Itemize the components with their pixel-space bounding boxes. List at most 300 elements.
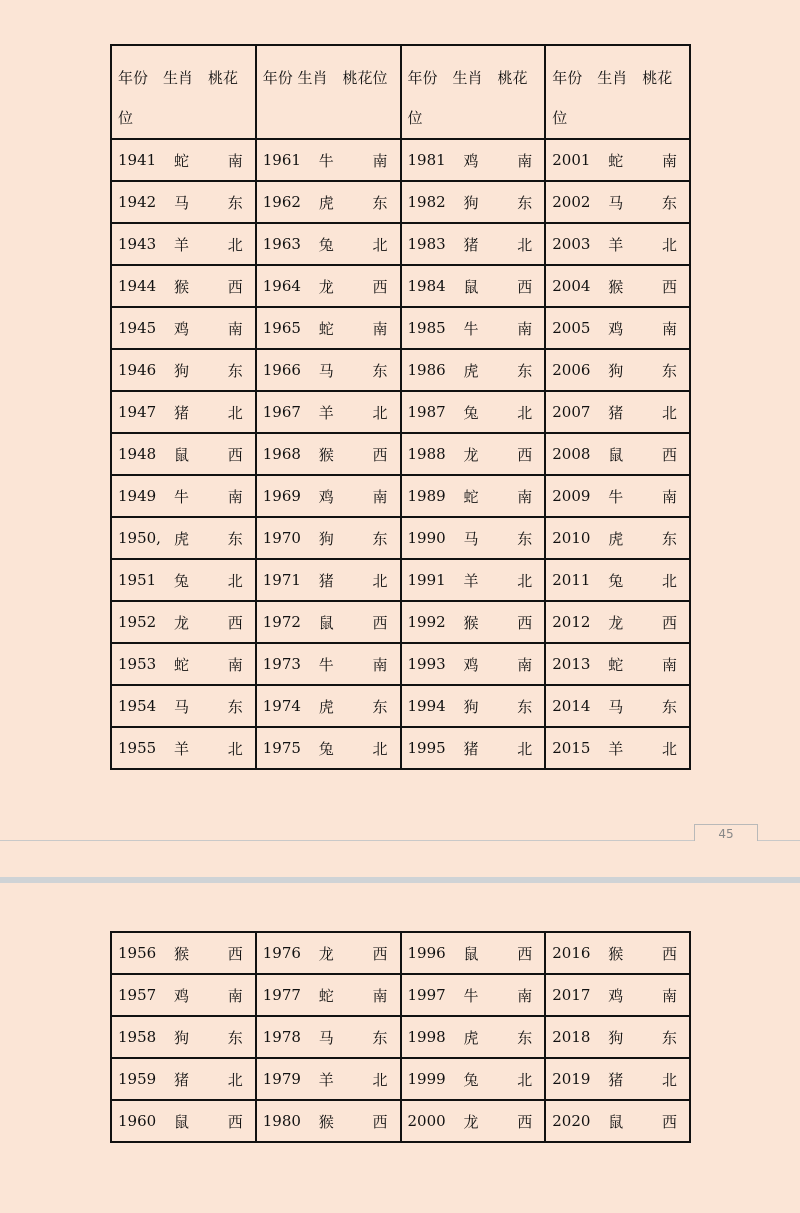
table-cell xyxy=(256,433,401,475)
table-cell xyxy=(256,685,401,727)
direction-text: 东 xyxy=(517,361,533,380)
direction-text: 南 xyxy=(227,487,243,506)
direction-text: 东 xyxy=(372,529,388,548)
direction-text: 西 xyxy=(372,944,388,963)
table-cell xyxy=(401,932,546,974)
table-row xyxy=(111,974,690,1016)
zodiac-text: 马 xyxy=(608,697,624,716)
table-row xyxy=(111,433,690,475)
zodiac-text: 鸡 xyxy=(608,319,624,338)
year-text: 2002 xyxy=(552,193,591,211)
year-text: 2001 xyxy=(552,151,591,169)
table-cell xyxy=(545,475,690,517)
table-row xyxy=(111,517,690,559)
table-cell xyxy=(256,139,401,181)
zodiac-text: 羊 xyxy=(608,235,624,254)
zodiac-text: 马 xyxy=(608,193,624,212)
year-text: 2019 xyxy=(552,1070,591,1088)
year-text: 1966 xyxy=(262,361,301,379)
table-cell xyxy=(111,643,256,685)
year-text: 1968 xyxy=(262,445,301,463)
table-cell xyxy=(545,974,690,1016)
zodiac-text: 蛇 xyxy=(463,487,479,506)
zodiac-text: 猪 xyxy=(463,739,479,758)
year-text: 2009 xyxy=(552,487,591,505)
year-text: 2005 xyxy=(552,319,591,337)
zodiac-text: 虎 xyxy=(463,361,479,380)
table-cell xyxy=(401,475,546,517)
table-header-row xyxy=(111,45,690,139)
direction-text: 南 xyxy=(227,986,243,1005)
table-cell xyxy=(545,1100,690,1142)
table-cell xyxy=(111,391,256,433)
zodiac-text: 鸡 xyxy=(608,986,624,1005)
year-text: 1972 xyxy=(262,613,301,631)
zodiac-text: 兔 xyxy=(174,571,190,590)
table-cell xyxy=(256,349,401,391)
year-text: 2014 xyxy=(552,697,591,715)
table-cell xyxy=(256,727,401,769)
direction-text: 南 xyxy=(661,487,677,506)
direction-text: 北 xyxy=(661,235,677,254)
zodiac-text: 鼠 xyxy=(608,1112,624,1131)
table-cell xyxy=(111,974,256,1016)
direction-text: 北 xyxy=(517,571,533,590)
zodiac-text: 鸡 xyxy=(463,655,479,674)
zodiac-text: 鼠 xyxy=(608,445,624,464)
direction-text: 西 xyxy=(227,1112,243,1131)
year-text: 1996 xyxy=(407,944,446,962)
table-cell xyxy=(545,1016,690,1058)
zodiac-text: 马 xyxy=(463,529,479,548)
zodiac-text: 猴 xyxy=(318,1112,334,1131)
table-cell xyxy=(545,601,690,643)
year-text: 1977 xyxy=(262,986,301,1004)
zodiac-text: 牛 xyxy=(318,655,334,674)
year-text: 1990 xyxy=(407,529,446,547)
direction-text: 西 xyxy=(227,445,243,464)
zodiac-text: 龙 xyxy=(463,445,479,464)
year-text: 1947 xyxy=(118,403,157,421)
zodiac-text: 羊 xyxy=(174,739,190,758)
zodiac-text: 马 xyxy=(318,361,334,380)
direction-text: 南 xyxy=(517,319,533,338)
table-cell xyxy=(111,1058,256,1100)
year-text: 2003 xyxy=(552,235,591,253)
direction-text: 南 xyxy=(227,319,243,338)
direction-text: 北 xyxy=(227,403,243,422)
table-row xyxy=(111,643,690,685)
direction-text: 东 xyxy=(227,193,243,212)
zodiac-text: 虎 xyxy=(608,529,624,548)
zodiac-text: 狗 xyxy=(608,1028,624,1047)
zodiac-text: 蛇 xyxy=(174,655,190,674)
direction-text: 西 xyxy=(661,445,677,464)
year-text: 1993 xyxy=(407,655,446,673)
direction-text: 西 xyxy=(661,613,677,632)
direction-text: 南 xyxy=(517,487,533,506)
year-text: 1991 xyxy=(407,571,446,589)
zodiac-text: 鸡 xyxy=(463,151,479,170)
year-text: 1952 xyxy=(118,613,157,631)
table-row xyxy=(111,391,690,433)
zodiac-text: 虎 xyxy=(318,697,334,716)
zodiac-text: 龙 xyxy=(174,613,190,632)
zodiac-text: 牛 xyxy=(463,986,479,1005)
year-text: 1961 xyxy=(262,151,301,169)
direction-text: 西 xyxy=(372,613,388,632)
zodiac-text: 牛 xyxy=(463,319,479,338)
direction-text: 西 xyxy=(227,613,243,632)
year-text: 1975 xyxy=(262,739,301,757)
header-text: 年份 生肖 桃花位 xyxy=(262,69,388,87)
direction-text: 西 xyxy=(227,277,243,296)
header-text: 年份 生肖 桃花位 xyxy=(552,69,673,127)
zodiac-text: 鸡 xyxy=(174,319,190,338)
direction-text: 北 xyxy=(227,739,243,758)
table-cell xyxy=(256,932,401,974)
zodiac-text: 兔 xyxy=(318,739,334,758)
year-text: 2004 xyxy=(552,277,591,295)
zodiac-text: 鼠 xyxy=(463,944,479,963)
year-text: 2018 xyxy=(552,1028,591,1046)
year-text: 1992 xyxy=(407,613,446,631)
peach-blossom-table-continued xyxy=(110,931,691,1143)
year-text: 1971 xyxy=(262,571,301,589)
zodiac-text: 猴 xyxy=(608,944,624,963)
direction-text: 东 xyxy=(372,361,388,380)
table-row xyxy=(111,601,690,643)
table-cell xyxy=(111,559,256,601)
direction-text: 西 xyxy=(372,1112,388,1131)
zodiac-text: 羊 xyxy=(608,739,624,758)
table-cell xyxy=(401,265,546,307)
zodiac-text: 猪 xyxy=(174,403,190,422)
year-text: 1982 xyxy=(407,193,446,211)
zodiac-text: 鼠 xyxy=(174,445,190,464)
year-text: 2017 xyxy=(552,986,591,1004)
table-cell xyxy=(111,932,256,974)
header-cell xyxy=(545,45,690,139)
table-row xyxy=(111,727,690,769)
table-row xyxy=(111,1100,690,1142)
table-cell xyxy=(401,1016,546,1058)
table-cell xyxy=(401,559,546,601)
table-cell xyxy=(111,307,256,349)
zodiac-text: 羊 xyxy=(318,403,334,422)
zodiac-text: 虎 xyxy=(463,1028,479,1047)
table-cell xyxy=(545,1058,690,1100)
direction-text: 北 xyxy=(372,403,388,422)
table-cell xyxy=(545,307,690,349)
direction-text: 东 xyxy=(517,697,533,716)
direction-text: 西 xyxy=(372,445,388,464)
direction-text: 南 xyxy=(372,487,388,506)
year-text: 1980 xyxy=(262,1112,301,1130)
table-row xyxy=(111,559,690,601)
table-row xyxy=(111,181,690,223)
zodiac-text: 狗 xyxy=(608,361,624,380)
table-cell xyxy=(401,1058,546,1100)
table-cell xyxy=(111,475,256,517)
zodiac-text: 龙 xyxy=(463,1112,479,1131)
zodiac-text: 虎 xyxy=(174,529,190,548)
table-cell xyxy=(256,1058,401,1100)
direction-text: 南 xyxy=(227,151,243,170)
zodiac-text: 狗 xyxy=(174,1028,190,1047)
zodiac-text: 狗 xyxy=(174,361,190,380)
table-cell xyxy=(545,433,690,475)
header-cell xyxy=(256,45,401,139)
direction-text: 北 xyxy=(372,571,388,590)
year-text: 1946 xyxy=(118,361,157,379)
year-text: 2000 xyxy=(407,1112,446,1130)
table-cell xyxy=(545,932,690,974)
zodiac-text: 猴 xyxy=(174,944,190,963)
table-cell xyxy=(111,1016,256,1058)
table-cell xyxy=(256,559,401,601)
zodiac-text: 蛇 xyxy=(608,655,624,674)
year-text: 1950, xyxy=(118,529,161,547)
year-text: 1985 xyxy=(407,319,446,337)
direction-text: 西 xyxy=(227,944,243,963)
zodiac-text: 猴 xyxy=(318,445,334,464)
year-text: 1994 xyxy=(407,697,446,715)
table-cell xyxy=(111,433,256,475)
direction-text: 东 xyxy=(227,697,243,716)
zodiac-text: 兔 xyxy=(608,571,624,590)
year-text: 1960 xyxy=(118,1112,157,1130)
zodiac-text: 鼠 xyxy=(318,613,334,632)
table-cell xyxy=(111,349,256,391)
table-row xyxy=(111,139,690,181)
direction-text: 东 xyxy=(227,529,243,548)
year-text: 1964 xyxy=(262,277,301,295)
direction-text: 东 xyxy=(517,1028,533,1047)
zodiac-text: 龙 xyxy=(318,944,334,963)
header-text: 年份 生肖 桃花位 xyxy=(407,69,528,127)
year-text: 2012 xyxy=(552,613,591,631)
table-cell xyxy=(545,559,690,601)
zodiac-text: 马 xyxy=(174,193,190,212)
table-cell xyxy=(545,265,690,307)
direction-text: 南 xyxy=(517,151,533,170)
zodiac-text: 猪 xyxy=(608,1070,624,1089)
table-cell xyxy=(545,391,690,433)
table-row xyxy=(111,223,690,265)
table-row xyxy=(111,1016,690,1058)
table-cell xyxy=(401,181,546,223)
year-text: 1953 xyxy=(118,655,157,673)
table-cell xyxy=(401,391,546,433)
zodiac-text: 鸡 xyxy=(318,487,334,506)
direction-text: 东 xyxy=(227,361,243,380)
direction-text: 东 xyxy=(517,529,533,548)
year-text: 1973 xyxy=(262,655,301,673)
direction-text: 东 xyxy=(661,193,677,212)
year-text: 1958 xyxy=(118,1028,157,1046)
direction-text: 东 xyxy=(227,1028,243,1047)
year-text: 2020 xyxy=(552,1112,591,1130)
table-cell xyxy=(545,223,690,265)
zodiac-text: 猴 xyxy=(463,613,479,632)
table-cell xyxy=(111,601,256,643)
table-cell xyxy=(256,1100,401,1142)
zodiac-text: 猴 xyxy=(174,277,190,296)
direction-text: 北 xyxy=(227,235,243,254)
year-text: 1998 xyxy=(407,1028,446,1046)
year-text: 1955 xyxy=(118,739,157,757)
table-row xyxy=(111,349,690,391)
zodiac-text: 狗 xyxy=(463,697,479,716)
table-cell xyxy=(256,601,401,643)
table-row xyxy=(111,1058,690,1100)
zodiac-text: 羊 xyxy=(174,235,190,254)
table-cell xyxy=(256,517,401,559)
table-row xyxy=(111,265,690,307)
year-text: 1995 xyxy=(407,739,446,757)
year-text: 1984 xyxy=(407,277,446,295)
year-text: 1999 xyxy=(407,1070,446,1088)
zodiac-text: 羊 xyxy=(463,571,479,590)
header-cell xyxy=(401,45,546,139)
zodiac-text: 蛇 xyxy=(318,986,334,1005)
direction-text: 西 xyxy=(517,613,533,632)
year-text: 1956 xyxy=(118,944,157,962)
direction-text: 北 xyxy=(517,403,533,422)
zodiac-text: 鸡 xyxy=(174,986,190,1005)
year-text: 2015 xyxy=(552,739,591,757)
table-cell xyxy=(256,181,401,223)
direction-text: 西 xyxy=(517,445,533,464)
table-cell xyxy=(111,265,256,307)
year-text: 1986 xyxy=(407,361,446,379)
year-text: 1943 xyxy=(118,235,157,253)
zodiac-text: 龙 xyxy=(318,277,334,296)
year-text: 1978 xyxy=(262,1028,301,1046)
year-text: 1954 xyxy=(118,697,157,715)
direction-text: 东 xyxy=(661,697,677,716)
zodiac-text: 蛇 xyxy=(608,151,624,170)
year-text: 1989 xyxy=(407,487,446,505)
table-cell xyxy=(401,727,546,769)
direction-text: 南 xyxy=(372,655,388,674)
table-cell xyxy=(401,349,546,391)
year-text: 2010 xyxy=(552,529,591,547)
year-text: 1965 xyxy=(262,319,301,337)
year-text: 1944 xyxy=(118,277,157,295)
table-cell xyxy=(256,265,401,307)
year-text: 1970 xyxy=(262,529,301,547)
table-cell xyxy=(256,223,401,265)
direction-text: 西 xyxy=(661,277,677,296)
table-cell xyxy=(256,1016,401,1058)
year-text: 2008 xyxy=(552,445,591,463)
table-row xyxy=(111,685,690,727)
zodiac-text: 蛇 xyxy=(318,319,334,338)
table-cell xyxy=(111,139,256,181)
direction-text: 西 xyxy=(372,277,388,296)
table-cell xyxy=(401,601,546,643)
direction-text: 南 xyxy=(372,319,388,338)
zodiac-text: 猴 xyxy=(608,277,624,296)
direction-text: 西 xyxy=(517,944,533,963)
year-text: 2007 xyxy=(552,403,591,421)
direction-text: 北 xyxy=(517,235,533,254)
zodiac-text: 猪 xyxy=(318,571,334,590)
table-cell xyxy=(545,181,690,223)
year-text: 1949 xyxy=(118,487,157,505)
table-cell xyxy=(545,139,690,181)
year-text: 1974 xyxy=(262,697,301,715)
zodiac-text: 兔 xyxy=(463,1070,479,1089)
year-text: 1945 xyxy=(118,319,157,337)
direction-text: 东 xyxy=(661,529,677,548)
direction-text: 东 xyxy=(372,1028,388,1047)
year-text: 1997 xyxy=(407,986,446,1004)
header-cell xyxy=(111,45,256,139)
zodiac-text: 龙 xyxy=(608,613,624,632)
year-text: 1951 xyxy=(118,571,157,589)
table-cell xyxy=(545,349,690,391)
direction-text: 东 xyxy=(661,361,677,380)
zodiac-text: 蛇 xyxy=(174,151,190,170)
year-text: 1948 xyxy=(118,445,157,463)
table-cell xyxy=(256,643,401,685)
direction-text: 南 xyxy=(661,151,677,170)
table-cell xyxy=(401,433,546,475)
year-text: 2011 xyxy=(552,571,591,589)
direction-text: 南 xyxy=(517,655,533,674)
zodiac-text: 兔 xyxy=(463,403,479,422)
table-cell xyxy=(545,517,690,559)
zodiac-text: 牛 xyxy=(318,151,334,170)
table-cell xyxy=(401,1100,546,1142)
table-row xyxy=(111,475,690,517)
direction-text: 南 xyxy=(661,986,677,1005)
year-text: 1988 xyxy=(407,445,446,463)
direction-text: 南 xyxy=(661,319,677,338)
page-number: 45 xyxy=(694,824,758,841)
direction-text: 北 xyxy=(227,1070,243,1089)
year-text: 2013 xyxy=(552,655,591,673)
zodiac-text: 羊 xyxy=(318,1070,334,1089)
direction-text: 北 xyxy=(372,739,388,758)
year-text: 1969 xyxy=(262,487,301,505)
direction-text: 西 xyxy=(517,1112,533,1131)
direction-text: 南 xyxy=(517,986,533,1005)
direction-text: 北 xyxy=(661,1070,677,1089)
direction-text: 南 xyxy=(661,655,677,674)
direction-text: 北 xyxy=(661,739,677,758)
table-cell xyxy=(401,223,546,265)
zodiac-text: 马 xyxy=(318,1028,334,1047)
direction-text: 北 xyxy=(517,1070,533,1089)
table-cell xyxy=(401,643,546,685)
table-cell xyxy=(256,307,401,349)
table-cell xyxy=(111,181,256,223)
page-separator xyxy=(0,877,800,883)
zodiac-text: 鼠 xyxy=(174,1112,190,1131)
table-cell xyxy=(256,391,401,433)
zodiac-text: 猪 xyxy=(463,235,479,254)
table-row xyxy=(111,307,690,349)
table-cell xyxy=(401,517,546,559)
direction-text: 北 xyxy=(227,571,243,590)
direction-text: 北 xyxy=(372,235,388,254)
year-text: 1976 xyxy=(262,944,301,962)
table-cell xyxy=(111,517,256,559)
